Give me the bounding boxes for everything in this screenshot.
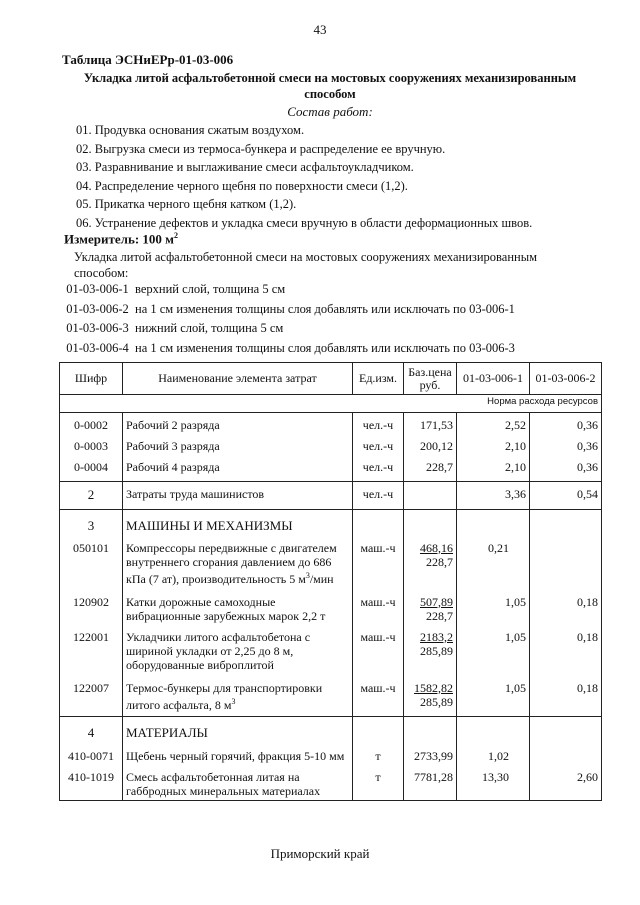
measure-label: Измеритель: 100 м bbox=[64, 231, 175, 247]
price-wage: 228,7 bbox=[426, 554, 453, 569]
cell-price: 171,53 bbox=[404, 413, 457, 435]
cell-unit: маш.-ч bbox=[353, 680, 404, 717]
cell-code: 0-0004 bbox=[60, 455, 123, 482]
cell-name: Рабочий 3 разряда bbox=[123, 434, 353, 455]
price-total: 2183,2 bbox=[420, 629, 453, 644]
cell-price bbox=[404, 540, 457, 594]
price-total: 507,89 bbox=[420, 594, 453, 609]
cell-v2 bbox=[530, 540, 602, 594]
table-row bbox=[60, 680, 602, 717]
cell-code: 2 bbox=[60, 482, 123, 510]
cell-name bbox=[123, 540, 353, 594]
price-total: 468,16 bbox=[420, 540, 453, 555]
cell-v2: 0,36 bbox=[530, 413, 602, 435]
works-subtitle: Состав работ: bbox=[287, 104, 373, 119]
cell-name: Рабочий 4 разряда bbox=[123, 455, 353, 482]
table-row bbox=[60, 748, 602, 769]
cell-name: Затраты труда машинистов bbox=[123, 482, 353, 510]
cell-price: 228,7 bbox=[404, 455, 457, 482]
cell-unit: маш.-ч bbox=[353, 540, 404, 594]
work-item: 03. Разравнивание и выглаживание смеси асфальтоукладчиком. bbox=[76, 160, 414, 175]
cell-name-sup: 3 bbox=[231, 696, 236, 706]
table-code: Таблица ЭСНиЕРр-01-03-006 bbox=[62, 52, 234, 67]
cell-code: 050101 bbox=[60, 540, 123, 594]
cell-v1: 1,05 bbox=[457, 629, 530, 680]
table-row bbox=[60, 540, 602, 594]
cell-v2: 0,18 bbox=[530, 629, 602, 680]
cell-price: 7781,28 bbox=[404, 769, 457, 801]
header-price: Баз.цена руб. bbox=[404, 363, 457, 395]
code-text: на 1 см изменения толщины слоя добавлять или исключать по 03-006-3 bbox=[135, 340, 515, 355]
code-text: верхний слой, толщина 5 см bbox=[135, 282, 286, 296]
code-id: 01-03-006-1 bbox=[66, 282, 129, 296]
code-text: нижний слой, толщина 5 см bbox=[135, 321, 284, 336]
code-text: на 1 см изменения толщины слоя добавлять или исключать по 03-006-1 bbox=[135, 301, 515, 316]
cell-code: 120902 bbox=[60, 594, 123, 629]
code-id: 01-03-006-3 bbox=[66, 321, 129, 336]
cell-v2: 0,18 bbox=[530, 680, 602, 717]
price-wage: 285,89 bbox=[420, 643, 453, 658]
cell-price bbox=[404, 629, 457, 680]
header-code: Шифр bbox=[60, 363, 123, 395]
cell-code: 122001 bbox=[60, 629, 123, 680]
code-id: 01-03-006-4 bbox=[66, 340, 129, 355]
cell-v2: 0,18 bbox=[530, 594, 602, 629]
table-header bbox=[60, 363, 602, 395]
cell-name: Смесь асфальтобетонная литая на габбродных минеральных материалах bbox=[123, 769, 353, 801]
cell-unit: т bbox=[353, 769, 404, 801]
section-title: МАТЕРИАЛЫ bbox=[123, 716, 353, 748]
table-row bbox=[60, 629, 602, 680]
cell-price: 2733,99 bbox=[404, 748, 457, 769]
cell-v1: 1,05 bbox=[457, 594, 530, 629]
cell-v2: 0,54 bbox=[530, 482, 602, 510]
cell-v1: 2,10 bbox=[457, 434, 530, 455]
code-item bbox=[60, 319, 515, 339]
price-total: 1582,82 bbox=[414, 680, 453, 695]
cell-code: 0-0003 bbox=[60, 434, 123, 455]
cell-code: 122007 bbox=[60, 680, 123, 717]
code-item bbox=[60, 300, 515, 320]
resource-table bbox=[59, 362, 602, 801]
cell-code: 410-0071 bbox=[60, 748, 123, 769]
table-title: Укладка литой асфальтобетонной смеси на мостовых сооружениях механизированным способом bbox=[83, 71, 577, 101]
cell-v1: 13,30 bbox=[457, 769, 530, 801]
section-row bbox=[60, 510, 602, 540]
measure-sup: 2 bbox=[174, 231, 179, 240]
table-row bbox=[60, 769, 602, 801]
cell-unit: чел.-ч bbox=[353, 482, 404, 510]
cell-v2: 2,60 bbox=[530, 769, 602, 801]
table-row bbox=[60, 434, 602, 455]
cell-unit: чел.-ч bbox=[353, 455, 404, 482]
section-code: 3 bbox=[60, 510, 123, 540]
cell-price bbox=[404, 680, 457, 717]
cell-v1: 3,36 bbox=[457, 482, 530, 510]
price-wage: 228,7 bbox=[426, 608, 453, 623]
work-item: 01. Продувка основания сжатым воздухом. bbox=[76, 123, 305, 137]
header-name: Наименование элемента затрат bbox=[123, 363, 353, 395]
cell-unit: маш.-ч bbox=[353, 629, 404, 680]
section-title: МАШИНЫ И МЕХАНИЗМЫ bbox=[123, 510, 353, 540]
norma-label: Норма расхода ресурсов bbox=[60, 395, 602, 413]
cell-unit: т bbox=[353, 748, 404, 769]
cell-name: Щебень черный горячий, фракция 5-10 мм bbox=[123, 748, 353, 769]
header-unit: Ед.изм. bbox=[353, 363, 404, 395]
work-item: 04. Распределение черного щебня по поверхности смеси (1,2). bbox=[76, 178, 408, 193]
cell-v1: 1,02 bbox=[457, 748, 530, 769]
description: Укладка литой асфальтобетонной смеси на мостовых сооружениях механизированным способом: bbox=[74, 250, 538, 280]
code-item bbox=[60, 280, 515, 300]
code-list bbox=[60, 280, 515, 358]
work-item: 02. Выгрузка смеси из термоса-бункера и распределение ее вручную. bbox=[76, 141, 446, 156]
cell-name: Укладчики литого асфальтобетона с шириной укладки от 2,25 до 8 м, оборудованные виброплитой bbox=[123, 629, 353, 680]
page-number: 43 bbox=[313, 22, 327, 37]
cell-name: Катки дорожные самоходные вибрационные зарубежных марок 2,2 т bbox=[123, 594, 353, 629]
footer-region: Приморский край bbox=[270, 846, 370, 861]
price-wage: 285,89 bbox=[420, 694, 453, 709]
section-code: 4 bbox=[60, 716, 123, 748]
cell-code: 0-0002 bbox=[60, 413, 123, 435]
work-item: 06. Устранение дефектов и укладка смеси вручную в области деформационных швов. bbox=[76, 215, 533, 230]
cell-name-text: Компрессоры передвижные с двигателем внутреннего сгорания давлением до 686 кПа (7 ат), производительность 5 м bbox=[126, 540, 337, 586]
code-item bbox=[60, 339, 515, 359]
cell-unit: чел.-ч bbox=[353, 434, 404, 455]
cell-code: 410-1019 bbox=[60, 769, 123, 801]
table-row bbox=[60, 455, 602, 482]
cell-name-sup: 3 bbox=[305, 570, 310, 580]
code-id: 01-03-006-2 bbox=[66, 301, 129, 316]
cell-name bbox=[123, 680, 353, 717]
cell-price: 200,12 bbox=[404, 434, 457, 455]
table-row bbox=[60, 482, 602, 510]
works-list bbox=[76, 121, 532, 233]
cell-v2: 0,36 bbox=[530, 434, 602, 455]
header-col1: 01-03-006-1 bbox=[457, 363, 530, 395]
cell-price bbox=[404, 594, 457, 629]
cell-v2: 0,36 bbox=[530, 455, 602, 482]
cell-name: Рабочий 2 разряда bbox=[123, 413, 353, 435]
cell-v1: 1,05 bbox=[457, 680, 530, 717]
cell-v2 bbox=[530, 748, 602, 769]
cell-price bbox=[404, 482, 457, 510]
cell-v1: 0,21 bbox=[457, 540, 530, 594]
section-row bbox=[60, 716, 602, 748]
cell-v1: 2,10 bbox=[457, 455, 530, 482]
norma-row bbox=[60, 395, 602, 413]
table-row bbox=[60, 594, 602, 629]
header-col2: 01-03-006-2 bbox=[530, 363, 602, 395]
cell-v1: 2,52 bbox=[457, 413, 530, 435]
table-row bbox=[60, 413, 602, 435]
cell-name-text: Термос-бункеры для транспортировки литого асфальта, 8 м bbox=[126, 680, 323, 712]
measure-unit bbox=[64, 231, 178, 247]
work-item: 05. Прикатка черного щебня катком (1,2). bbox=[76, 197, 297, 212]
cell-name-tail: /мин bbox=[309, 571, 334, 586]
cell-unit: чел.-ч bbox=[353, 413, 404, 435]
cell-unit: маш.-ч bbox=[353, 594, 404, 629]
